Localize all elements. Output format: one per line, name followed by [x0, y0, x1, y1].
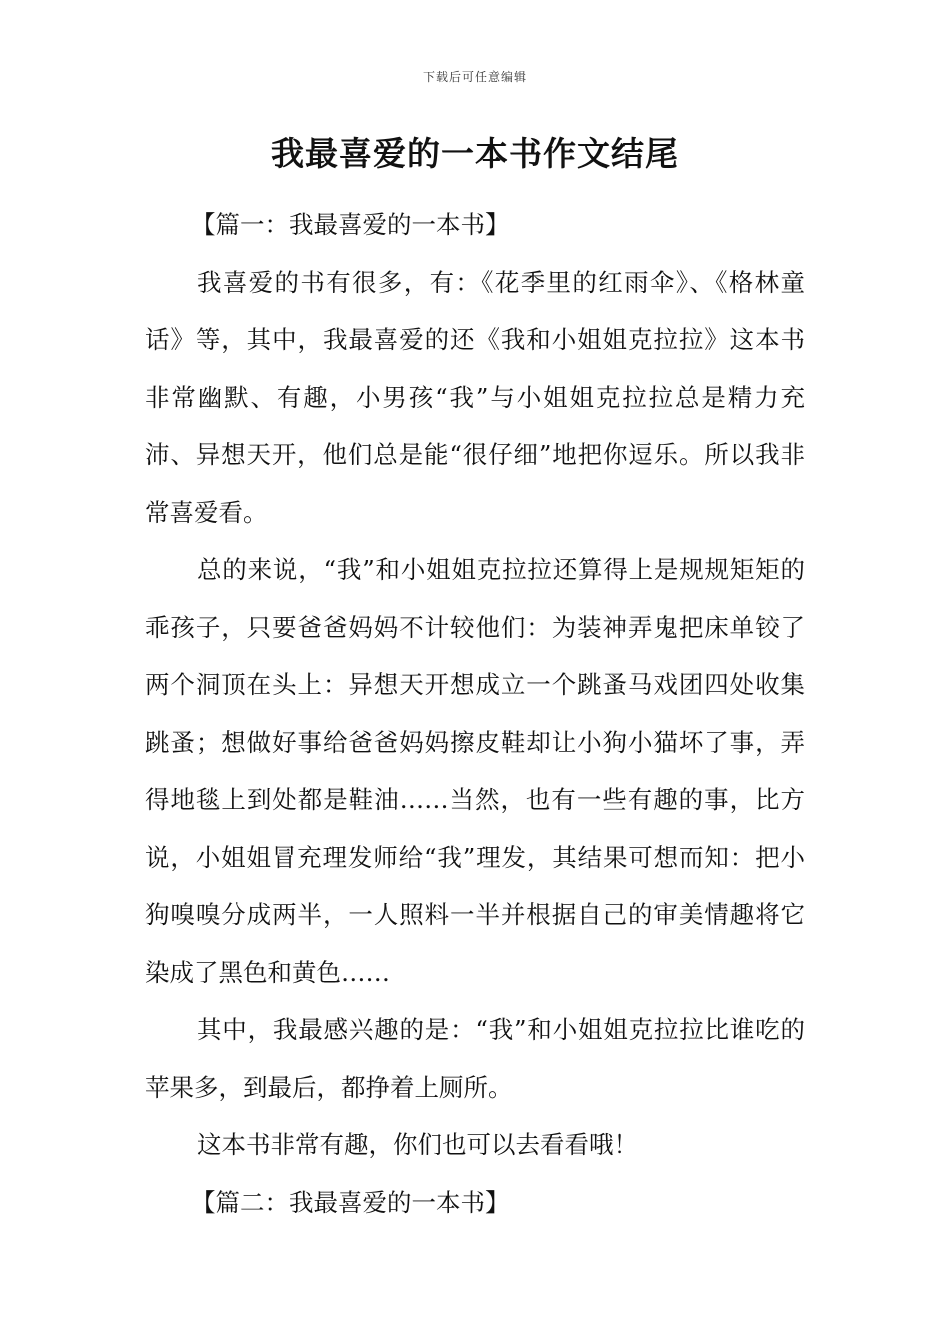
document-body	[145, 196, 805, 1231]
paragraph-1: 我喜爱的书有很多，有：《花季里的红雨伞》、《格林童话》等，其中，我最喜爱的还《我和小姐姐克拉拉》这本书非常幽默、有趣，小男孩“我”与小姐姐克拉拉总是精力充沛、异想天开，他们总是能“很仔细”地把你逗乐。所以我非常喜爱看。	[145, 267, 805, 527]
page-title: 我最喜爱的一本书作文结尾	[271, 134, 679, 173]
header-note: 下载后可任意编辑	[422, 70, 527, 84]
paragraph-4: 这本书非常有趣，你们也可以去看看哦！	[197, 1130, 638, 1159]
section-heading-2: 【篇二：我最喜爱的一本书】	[191, 1187, 510, 1217]
paragraph-3: 其中，我最感兴趣的是：“我”和小姐姐克拉拉比谁吃的苹果多，到最后，都挣着上厕所。	[145, 1015, 805, 1102]
section-heading-1: 【篇一：我最喜爱的一本书】	[191, 210, 510, 239]
paragraph-2: 总的来说，“我”和小姐姐克拉拉还算得上是规规矩矩的乖孩子，只要爸爸妈妈不计较他们：为装神弄鬼把床单铰了两个洞顶在头上：异想天开想成立一个跳蚤马戏团四处收集跳蚤；想做好事给爸爸妈妈擦皮鞋却让小狗小猫坏了事，弄得地毯上到处都是鞋油……当然，也有一些有趣的事，比方说，小姐姐冒充理发师给“我”理发，其结果可想而知：把小狗嗅嗅分成两半，一人照料一半并根据自己的审美情趣将它染成了黑色和黄色……	[145, 555, 805, 987]
